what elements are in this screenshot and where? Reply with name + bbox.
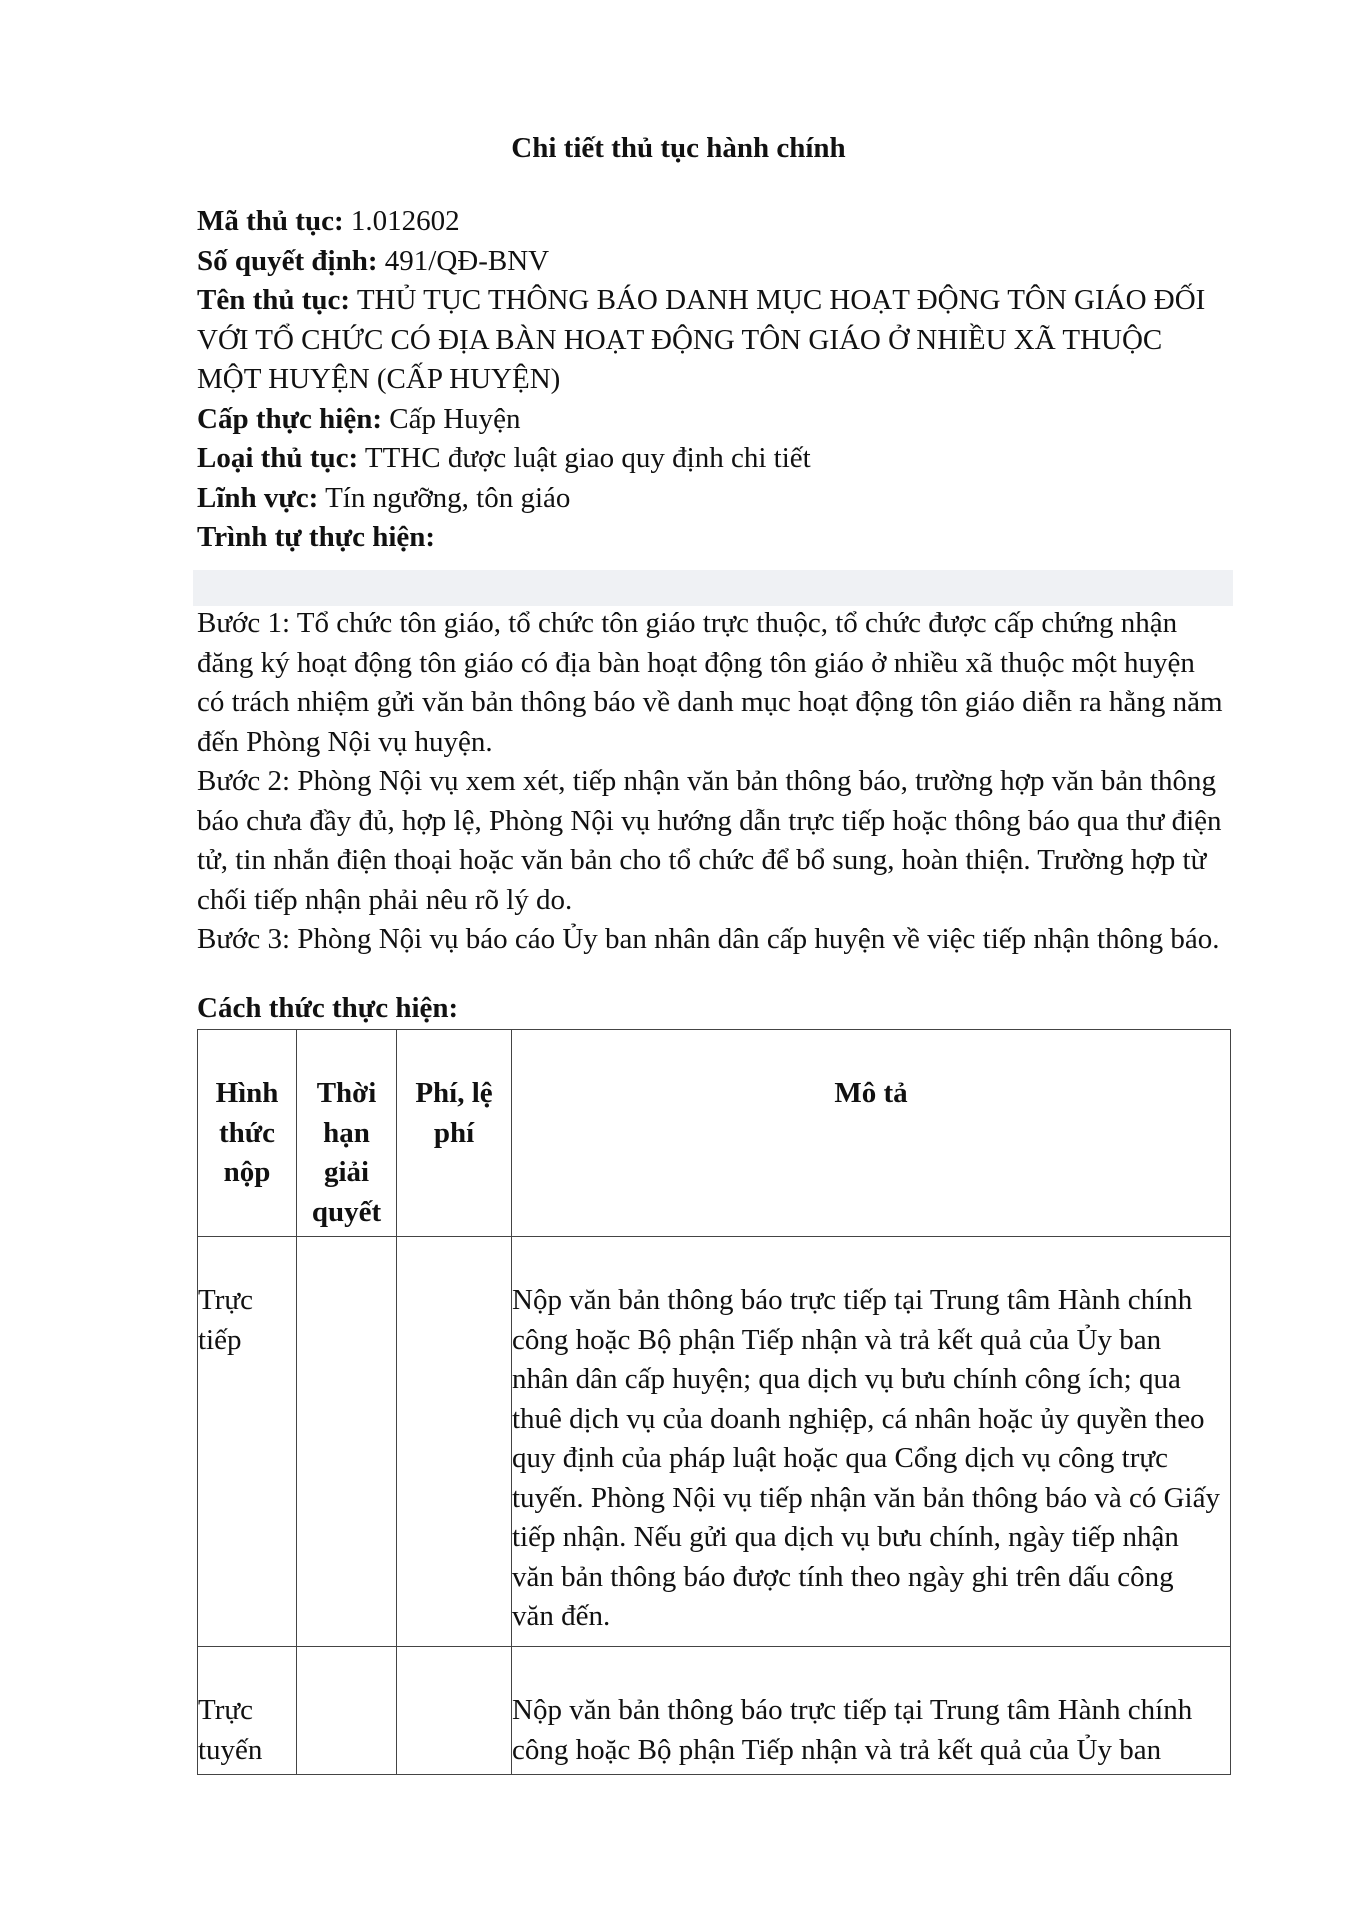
cell-description: Nộp văn bản thông báo trực tiếp tại Trung tâm Hành chính công hoặc Bộ phận Tiếp nhận và trả kết quả của Ủy ban nhân dân cấp huyện; qua dịch vụ bưu chính công ích; qua thuê dịch vụ của doanh nghiệp, cá nhân hoặc ủy quyền theo quy định của pháp luật hoặc qua Cổng dịch vụ công trực tuyến. Phòng Nội vụ tiếp nhận văn bản thông báo và có Giấy tiếp nhận. Nếu gửi qua dịch vụ bưu chính, ngày tiếp nhận văn bản thông báo được tính theo ngày ghi trên dấu công văn đến. [512, 1237, 1231, 1647]
field-label: Mã thủ tục: [197, 205, 344, 237]
table-row [198, 1647, 1231, 1775]
field-procedure-code [197, 202, 1227, 242]
step-3: Bước 3: Phòng Nội vụ báo cáo Ủy ban nhân dân cấp huyện về việc tiếp nhận thông báo. [197, 923, 1220, 955]
field-label: Tên thủ tục: [197, 284, 351, 316]
cell-description: Nộp văn bản thông báo trực tiếp tại Trung tâm Hành chính công hoặc Bộ phận Tiếp nhận và trả kết quả của Ủy ban [512, 1647, 1231, 1775]
step-2: Bước 2: Phòng Nội vụ xem xét, tiếp nhận văn bản thông báo, trường hợp văn bản thông báo chưa đầy đủ, hợp lệ, Phòng Nội vụ hướng dẫn trực tiếp hoặc thông báo qua thư điện tử, tin nhắn điện thoại hoặc văn bản cho tổ chức để bổ sung, hoàn thiện. Trường hợp từ chối tiếp nhận phải nêu rõ lý do. [197, 765, 1222, 916]
field-label: Cấp thực hiện: [197, 402, 382, 435]
cell-processing-time [297, 1647, 397, 1775]
submission-methods-table [197, 1029, 1231, 1775]
table-header-row [198, 1030, 1231, 1237]
header-submission-form: Hình thức nộp [198, 1030, 297, 1237]
field-value: 1.012602 [350, 205, 460, 237]
cell-fees [397, 1647, 512, 1775]
cell-fees [397, 1237, 512, 1647]
cell-submission-form: Trực tiếp [198, 1237, 297, 1647]
table-row [198, 1237, 1231, 1647]
field-value: TTHC được luật giao quy định chi tiết [364, 442, 811, 474]
field-label: Loại thủ tục: [197, 442, 359, 474]
procedure-fields [197, 202, 1227, 558]
field-level [197, 400, 1227, 440]
field-label: Số quyết định: [197, 244, 378, 277]
procedure-steps [197, 604, 1227, 960]
field-procedure-type [197, 439, 1227, 479]
step-1: Bước 1: Tổ chức tôn giáo, tổ chức tôn giáo trực thuộc, tổ chức được cấp chứng nhận đăng ký hoạt động tôn giáo có địa bàn hoạt động tôn giáo ở nhiều xã thuộc một huyện có trách nhiệm gửi văn bản thông báo về danh mục hoạt động tôn giáo diễn ra hằng năm đến Phòng Nội vụ huyện. [197, 607, 1223, 758]
header-processing-time: Thời hạn giải quyết [297, 1030, 397, 1237]
field-value: THỦ TỤC THÔNG BÁO DANH MỤC HOẠT ĐỘNG TÔN GIÁO ĐỐI VỚI TỔ CHỨC CÓ ĐỊA BÀN HOẠT ĐỘNG TÔN GIÁO Ở NHIỀU XÃ THUỘC MỘT HUYỆN (CẤP HUYỆN) [197, 284, 1206, 395]
page-title: Chi tiết thủ tục hành chính [511, 132, 846, 164]
field-domain [197, 479, 1227, 519]
field-value: Cấp Huyện [389, 402, 521, 435]
field-decision-number [197, 242, 1227, 282]
cell-processing-time [297, 1237, 397, 1647]
shaded-separator [193, 570, 1233, 606]
header-fees: Phí, lệ phí [397, 1030, 512, 1237]
field-value: 491/QĐ-BNV [384, 244, 550, 277]
field-value: Tín ngưỡng, tôn giáo [325, 481, 571, 514]
field-sequence-heading [197, 518, 1227, 558]
header-description: Mô tả [512, 1030, 1231, 1237]
field-label: Trình tự thực hiện: [197, 521, 436, 553]
field-procedure-name [197, 281, 1227, 400]
method-heading: Cách thức thực hiện: [197, 992, 459, 1024]
field-label: Lĩnh vực: [197, 481, 319, 514]
cell-submission-form: Trực tuyến [198, 1647, 297, 1775]
